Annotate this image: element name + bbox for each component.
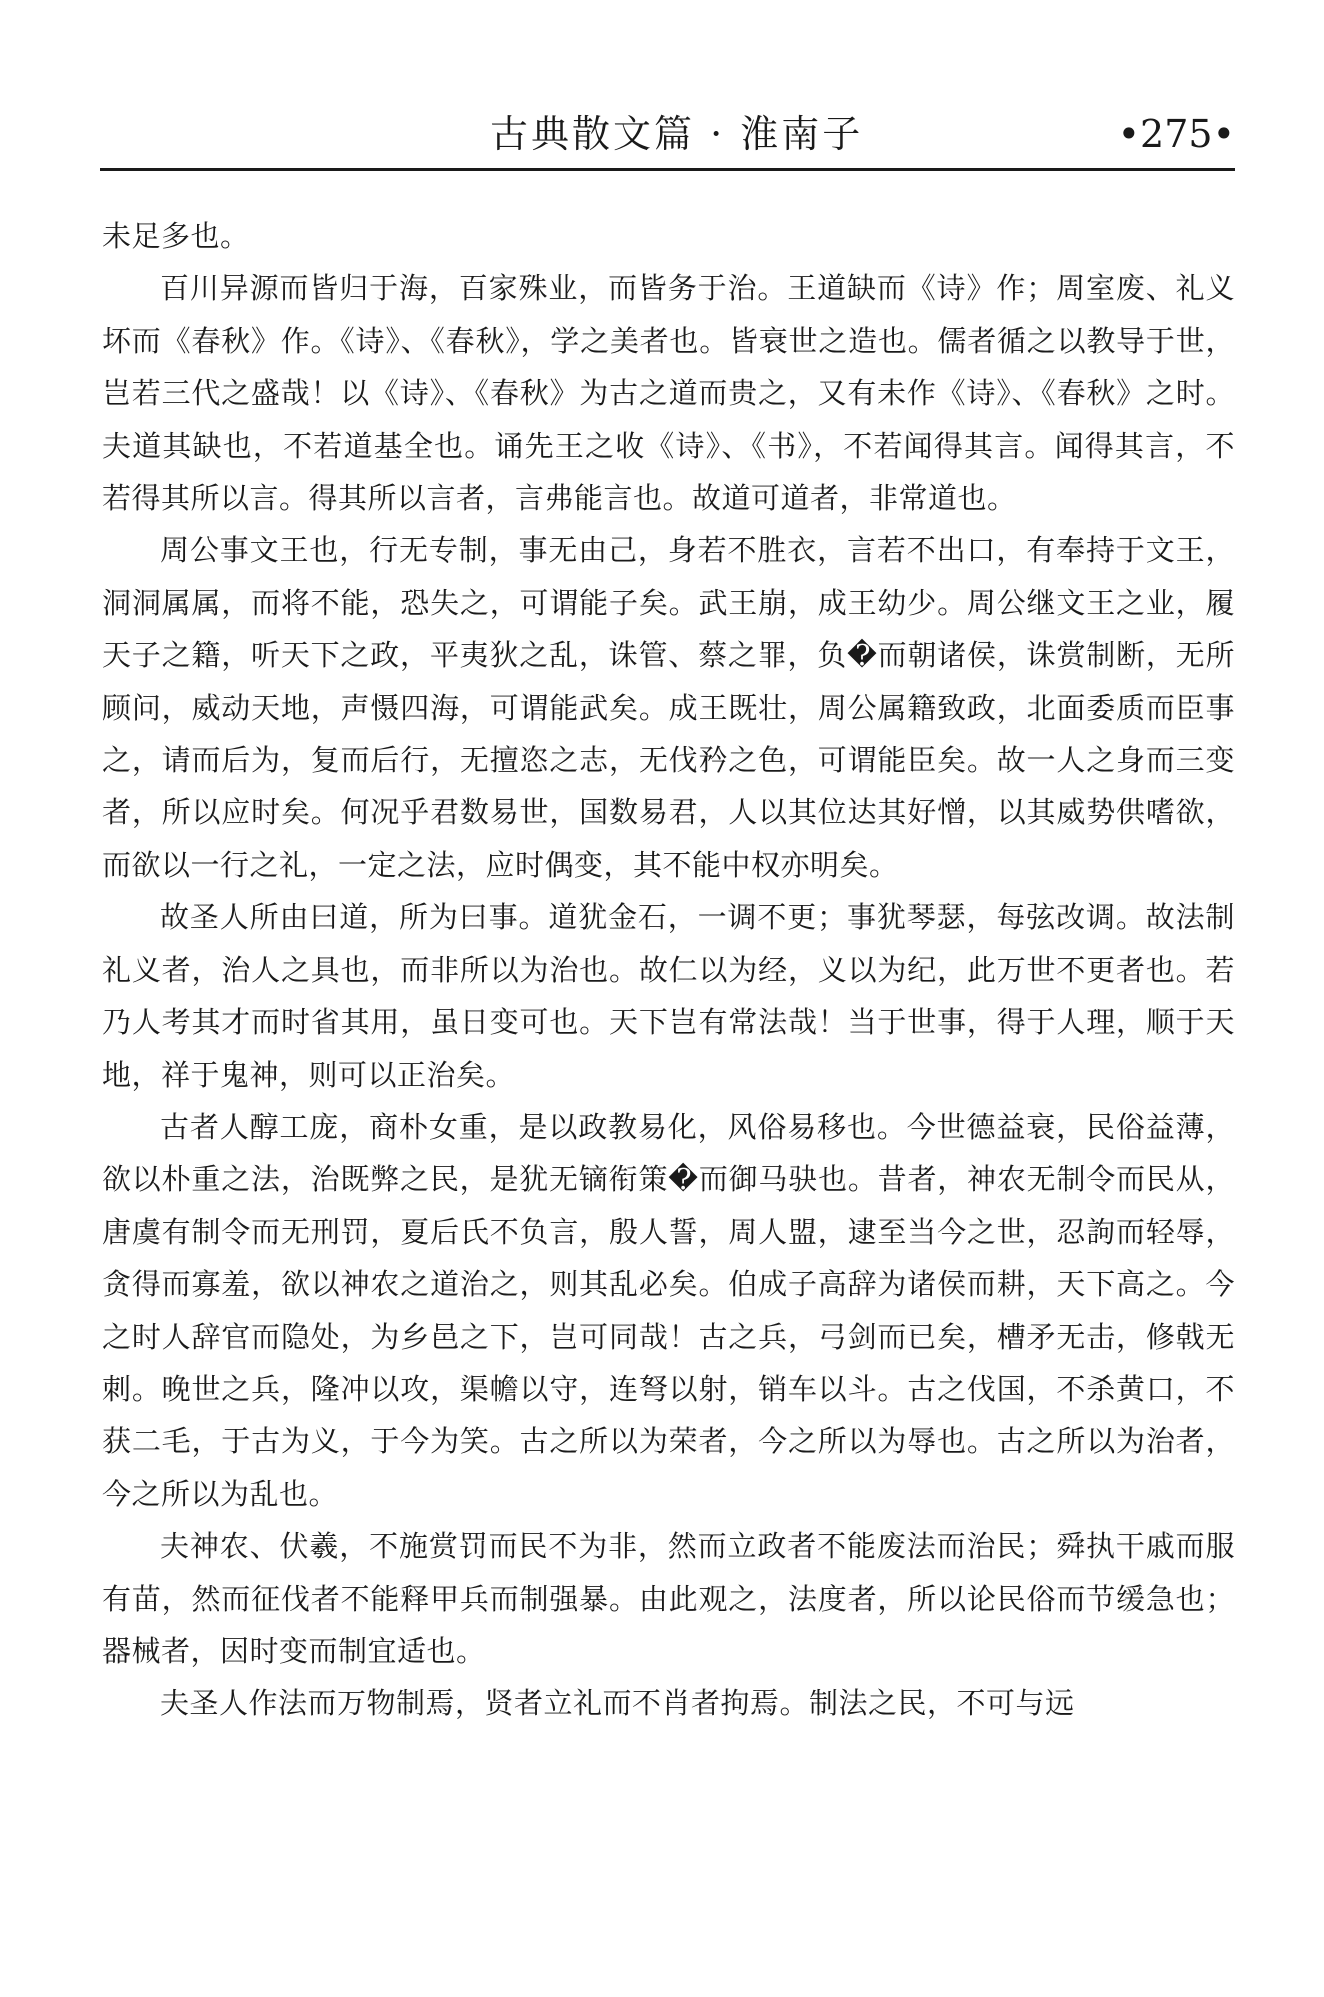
header-rule — [100, 168, 1235, 171]
paragraph: 周公事文王也，行无专制，事无由己，身若不胜衣，言若不出口，有奉持于文王，洞洞属属，而将不能，恐失之，可谓能子矣。武王崩，成王幼少。周公继文王之业，履天子之籍，听天下之政，平夷狄之乱，诛管、蔡之罪，负�而朝诸侯，诛赏制断，无所顾问，威动天地，声慑四海，可谓能武矣。成王既壮，周公属籍致政，北面委质而臣事之，请而后为，复而后行，无擅恣之志，无伐矜之色，可谓能臣矣。故一人之身而三变者，所以应时矣。何况乎君数易世，国数易君，人以其位达其好憎，以其威势供嗜欲，而欲以一行之礼，一定之法，应时偶变，其不能中权亦明矣。 — [102, 533, 1235, 882]
paragraph: 故圣人所由曰道，所为曰事。道犹金石，一调不更；事犹琴瑟，每弦改调。故法制礼义者，治人之具也，而非所以为治也。故仁以为经，义以为纪，此万世不更者也。若乃人考其才而时省其用，虽日变可也。天下岂有常法哉！当于世事，得于人理，顺于天地，祥于鬼神，则可以正治矣。 — [102, 900, 1235, 1092]
paragraph: 古者人醇工庞，商朴女重，是以政教易化，风俗易移也。今世德益衰，民俗益薄，欲以朴重之法，治既弊之民，是犹无镝衔策�而御马𫘝也。昔者，神农无制令而民从，唐虞有制令而无刑罚，夏后氏不负言，殷人誓，周人盟，逮至当今之世，忍訽而轻辱，贪得而寡羞，欲以神农之道治之，则其乱必矣。伯成子高辞为诸侯而耕，天下高之。今之时人辞官而隐处，为乡邑之下，岂可同哉！古之兵，弓剑而已矣，槽矛无击，修戟无刺。晚世之兵，隆冲以攻，渠幨以守，连弩以射，销车以斗。古之伐国，不杀黄口，不获二毛，于古为义，于今为笑。古之所以为荣者，今之所以为辱也。古之所以为治者，今之所以为乱也。 — [102, 1109, 1235, 1511]
paragraph: 百川异源而皆归于海，百家殊业，而皆务于治。王道缺而《诗》作；周室废、礼义坏而《春秋》作。《诗》、《春秋》，学之美者也。皆衰世之造也。儒者循之以教导于世，岂若三代之盛哉！以《诗》、《春秋》为古之道而贵之，又有未作《诗》、《春秋》之时。夫道其缺也，不若道基全也。诵先王之收《诗》、《书》，不若闻得其言。闻得其言，不若得其所以言。得其所以言者，言弗能言也。故道可道者，非常道也。 — [102, 271, 1235, 516]
paragraph: 夫圣人作法而万物制焉，贤者立礼而不肖者拘焉。制法之民，不可与远 — [160, 1686, 1075, 1721]
body-text — [102, 210, 1235, 1730]
paragraph-continuation: 未足多也。 — [102, 219, 250, 253]
paragraph: 夫神农、伏羲，不施赏罚而民不为非，然而立政者不能废法而治民；舜执干戚而服有苗，然而征伐者不能释甲兵而制强暴。由此观之，法度者，所以论民俗而节缓急也；器械者，因时变而制宜适也。 — [102, 1529, 1235, 1668]
header-title: 古典散文篇 · 淮南子 — [490, 112, 864, 156]
page-number: •275• — [1117, 112, 1235, 156]
running-header — [100, 100, 1235, 172]
